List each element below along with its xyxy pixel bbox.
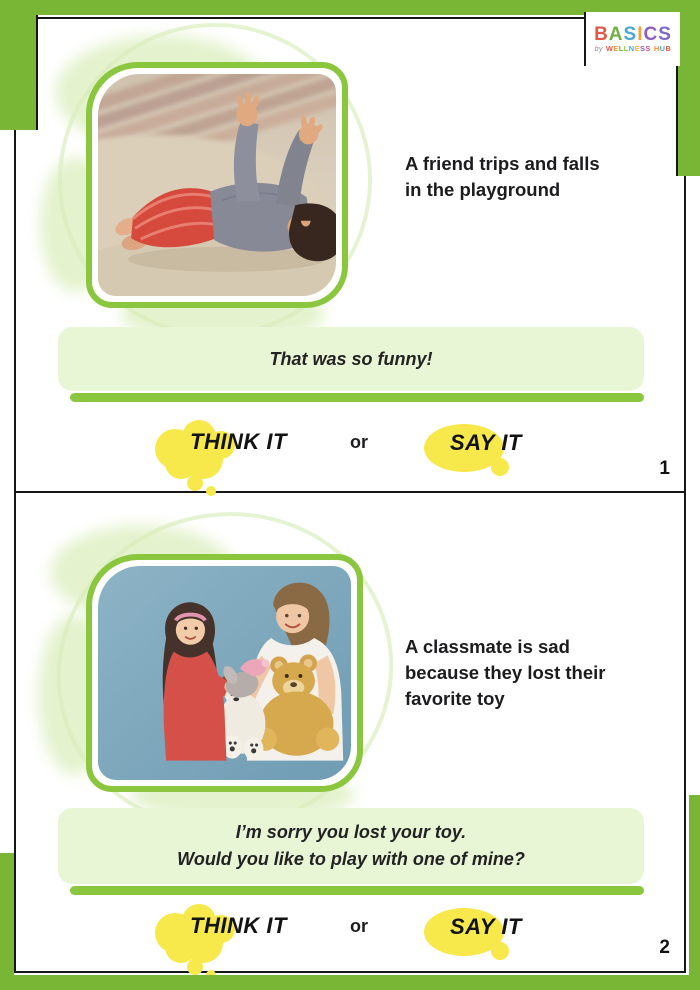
speech-bubble-underline [70, 393, 644, 402]
think-or-say-row [0, 417, 700, 497]
logo-hub [654, 45, 671, 53]
photo-frame [86, 62, 348, 308]
logo-letter: S [640, 44, 646, 53]
say-it-label: SAY IT [450, 430, 522, 455]
green-border-right-bottom [689, 795, 700, 990]
or-label: or [350, 432, 368, 452]
speech-bubble-text: That was so funny! [58, 327, 644, 391]
green-border-left-bottom [0, 853, 14, 990]
logo-letter: S [658, 24, 672, 45]
speech-bubble [58, 327, 644, 402]
say-it-label: SAY IT [450, 914, 522, 939]
photo-boy-playground [98, 74, 336, 296]
photo-boy-playground-illustration [98, 74, 336, 296]
logo-letter: C [643, 24, 659, 45]
logo-letter: N [628, 44, 635, 53]
card-2 [0, 493, 700, 973]
page-number: 2 [659, 937, 670, 958]
brand-logo-tagline [595, 45, 672, 53]
brand-logo-wordmark [594, 25, 672, 44]
speech-bubble [58, 808, 644, 895]
scenario-text: A friend trips and falls in the playground [405, 153, 600, 200]
green-border-left-top [0, 15, 38, 130]
logo-letter: E [634, 44, 640, 53]
think-it-label: THINK IT [190, 429, 287, 454]
logo-letter: E [613, 44, 619, 53]
or-label: or [350, 916, 368, 936]
card-1 [0, 17, 700, 493]
page-number: 1 [659, 458, 670, 479]
logo-letter: S [623, 24, 638, 45]
scenario-text: A classmate is sad because they lost their favorite toy [405, 636, 606, 709]
logo-letter: L [623, 44, 629, 53]
logo-letter: B [594, 24, 609, 45]
logo-letter: B [665, 44, 672, 53]
photo-frame [86, 554, 363, 792]
logo-letter: W [605, 44, 614, 53]
photo-girls-toys [98, 566, 351, 780]
logo-wellness [606, 45, 651, 53]
think-or-say-row [0, 901, 700, 981]
speech-bubble-text: I’m sorry you lost your toy. Would you like to play with one of mine? [58, 808, 644, 884]
logo-by: by [594, 46, 603, 53]
logo-letter: A [608, 24, 624, 45]
logo-letter: S [645, 44, 651, 53]
think-it-label: THINK IT [190, 913, 287, 938]
logo-letter: U [659, 44, 666, 53]
logo-letter: H [653, 44, 660, 53]
logo-letter: L [618, 44, 624, 53]
photo-girls-toys-illustration [98, 566, 351, 780]
speech-bubble-underline [70, 886, 644, 895]
logo-letter: I [637, 24, 644, 45]
green-border-bottom [0, 975, 700, 990]
brand-logo [584, 12, 680, 66]
